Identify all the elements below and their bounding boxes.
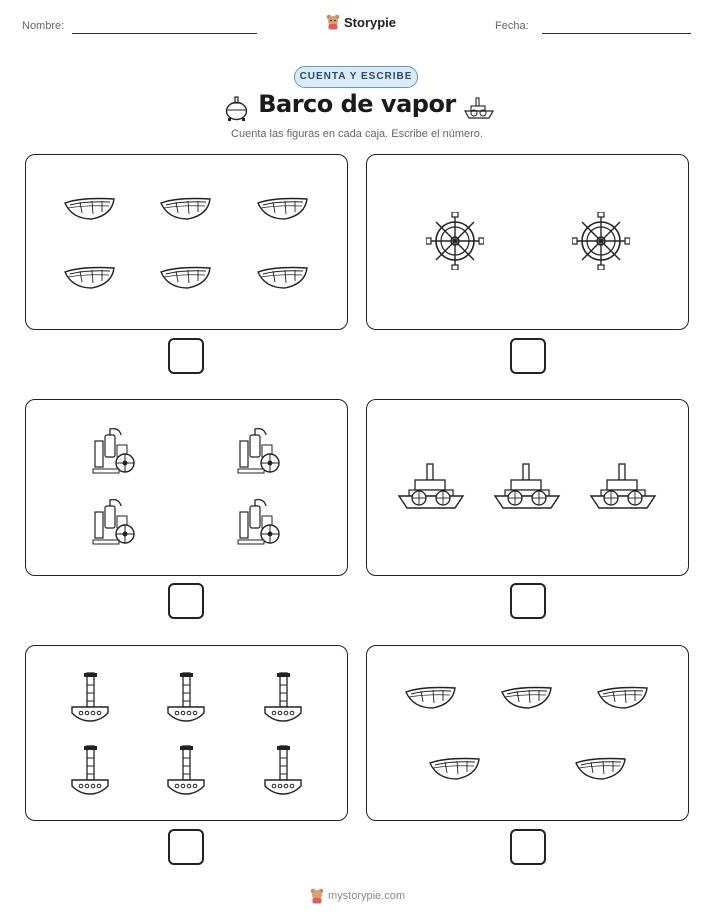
count-panel-6 — [366, 645, 689, 821]
bear-mascot-icon — [310, 888, 324, 904]
ship-wheel-icon — [572, 212, 630, 270]
steam-engine-icon — [91, 427, 137, 475]
count-panel-1 — [25, 154, 348, 330]
rowboat-icon — [255, 193, 311, 223]
date-field[interactable] — [542, 33, 691, 34]
answer-box-3[interactable] — [168, 583, 204, 619]
rowboat-icon — [62, 262, 118, 292]
name-field[interactable] — [72, 33, 257, 34]
ship-wheel-icon — [426, 212, 484, 270]
answer-box-4[interactable] — [510, 583, 546, 619]
rowboat-icon — [62, 193, 118, 223]
rowboat-icon — [573, 753, 629, 783]
smokestack-boat-icon — [263, 744, 303, 796]
paddle-steamer-icon — [589, 462, 657, 514]
paddle-steamer-icon — [397, 462, 465, 514]
rowboat-icon — [255, 262, 311, 292]
smokestack-boat-icon — [166, 744, 206, 796]
footer-url: mystorypie.com — [328, 890, 406, 902]
brand-name: Storypie — [344, 14, 397, 30]
rowboat-icon — [158, 262, 214, 292]
date-label: Fecha: — [495, 20, 529, 32]
rowboat-icon — [595, 682, 651, 712]
rowboat-icon — [158, 193, 214, 223]
instructions: Cuenta las figuras en cada caja. Escribe el número. — [231, 128, 483, 140]
smokestack-boat-icon — [263, 671, 303, 723]
smokestack-boat-icon — [70, 671, 110, 723]
brand-logo — [326, 14, 396, 30]
rowboat-icon — [427, 753, 483, 783]
steam-engine-icon — [91, 498, 137, 546]
name-label: Nombre: — [22, 20, 65, 32]
steam-engine-icon — [236, 427, 282, 475]
bear-mascot-icon — [326, 14, 340, 30]
rowboat-icon — [403, 682, 459, 712]
smokestack-boat-icon — [70, 744, 110, 796]
steam-engine-icon — [236, 498, 282, 546]
rowboat-icon — [499, 682, 555, 712]
answer-box-5[interactable] — [168, 829, 204, 865]
activity-badge: CUENTA Y ESCRIBE — [294, 66, 418, 88]
answer-box-2[interactable] — [510, 338, 546, 374]
paddle-steamer-title-icon — [463, 96, 495, 122]
count-panel-2 — [366, 154, 689, 330]
smokestack-boat-icon — [166, 671, 206, 723]
page-title: Barco de vapor — [258, 90, 456, 118]
answer-box-1[interactable] — [168, 338, 204, 374]
paddle-steamer-icon — [493, 462, 561, 514]
answer-box-6[interactable] — [510, 829, 546, 865]
footer — [310, 888, 405, 904]
count-panel-3 — [25, 399, 348, 576]
